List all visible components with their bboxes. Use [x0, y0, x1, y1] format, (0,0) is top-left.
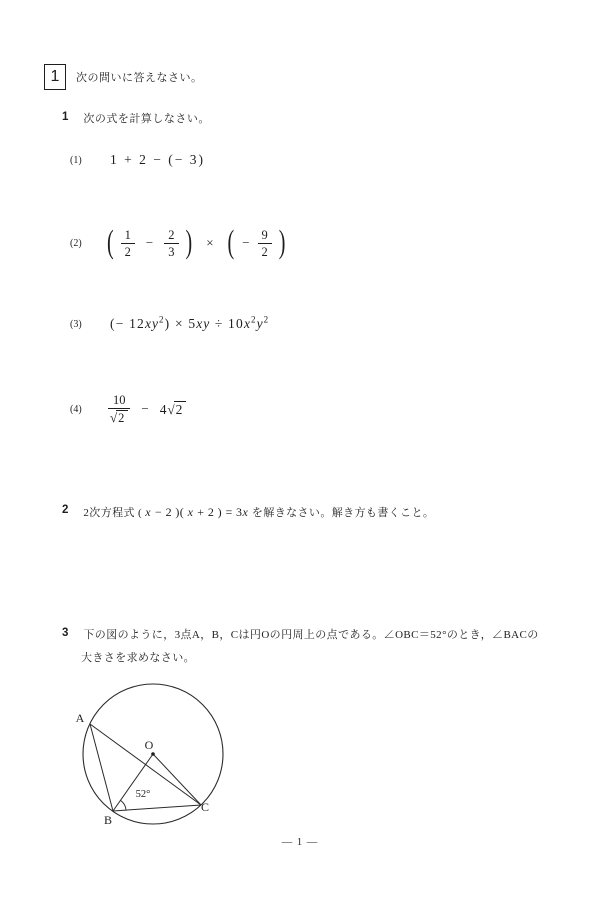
times-sign: × [206, 235, 214, 250]
item-1-label: (1) [70, 154, 82, 166]
point-label-c: C [200, 800, 210, 814]
q3-text-line1: 下の図のように，3点A，B，Cは円Oの円周上の点である。∠OBC＝52°のとき，∠BACの [83, 629, 539, 641]
item-2-expression [104, 224, 288, 261]
sqrt-term: 4√2 [160, 402, 187, 417]
q2-text: 2次方程式 ( x − 2 )( x + 2 ) = 3x を解きなさい。解き方も書くこと。 [83, 505, 435, 519]
q3-number: 3 [62, 627, 69, 639]
q1-item-2 [70, 224, 288, 262]
radical-icon: √ [167, 401, 175, 417]
q1-item-4 [70, 388, 186, 430]
q1-header [62, 110, 210, 126]
point-label-b: B [103, 813, 113, 827]
q1-text: 次の式を計算しなさい。 [83, 113, 210, 125]
item-2-label: (2) [70, 237, 82, 249]
fraction-2-3: $\frac{2}{3}$ [164, 228, 178, 259]
item-1-expression: 1 + 2 − (− 3) [110, 152, 205, 167]
q3-text-line2: 大きさを求めなさい。 [81, 652, 195, 664]
q2-row [62, 503, 434, 522]
item-3-label: (3) [70, 318, 82, 330]
chord-ab [90, 724, 113, 811]
minus-sign: − [145, 235, 154, 250]
minus-sign: − [141, 401, 149, 416]
circle-diagram [55, 670, 255, 832]
close-paren: ) [278, 224, 286, 261]
q2-number: 2 [62, 504, 69, 516]
minus-sign: − [242, 235, 250, 250]
open-paren: ( [227, 224, 235, 261]
item-4-label: (4) [70, 403, 82, 415]
close-paren: ) [185, 224, 193, 261]
section-number-box: 1 [44, 64, 66, 90]
radical-icon: √ [110, 409, 118, 425]
q3-row [62, 626, 539, 644]
point-label-o: O [144, 738, 154, 752]
fraction-9-2: $\frac{9}{2}$ [258, 228, 272, 259]
open-paren: ( [107, 224, 114, 261]
center-dot [151, 752, 155, 756]
item-4-expression [108, 393, 186, 426]
radius-bo [113, 754, 153, 811]
fraction-1-2: $\frac{1}{2}$ [121, 228, 135, 259]
radius-oc [153, 754, 201, 805]
q1-item-3 [70, 315, 269, 333]
fraction-10-sqrt2: $\frac{10}{√2}$ [108, 393, 130, 426]
section-instruction: 次の問いに答えなさい。 [76, 72, 203, 84]
q1-number: 1 [62, 111, 69, 123]
angle-arc [121, 800, 127, 810]
section-header [44, 64, 203, 90]
angle-label: 52° [135, 789, 151, 800]
point-label-a: A [75, 711, 85, 725]
page-number: — 1 — [281, 837, 319, 848]
item-3-expression: (− $12xy^2) \times 5xy \div 10x^2y^2$ [110, 314, 270, 331]
q1-item-1 [70, 151, 205, 169]
